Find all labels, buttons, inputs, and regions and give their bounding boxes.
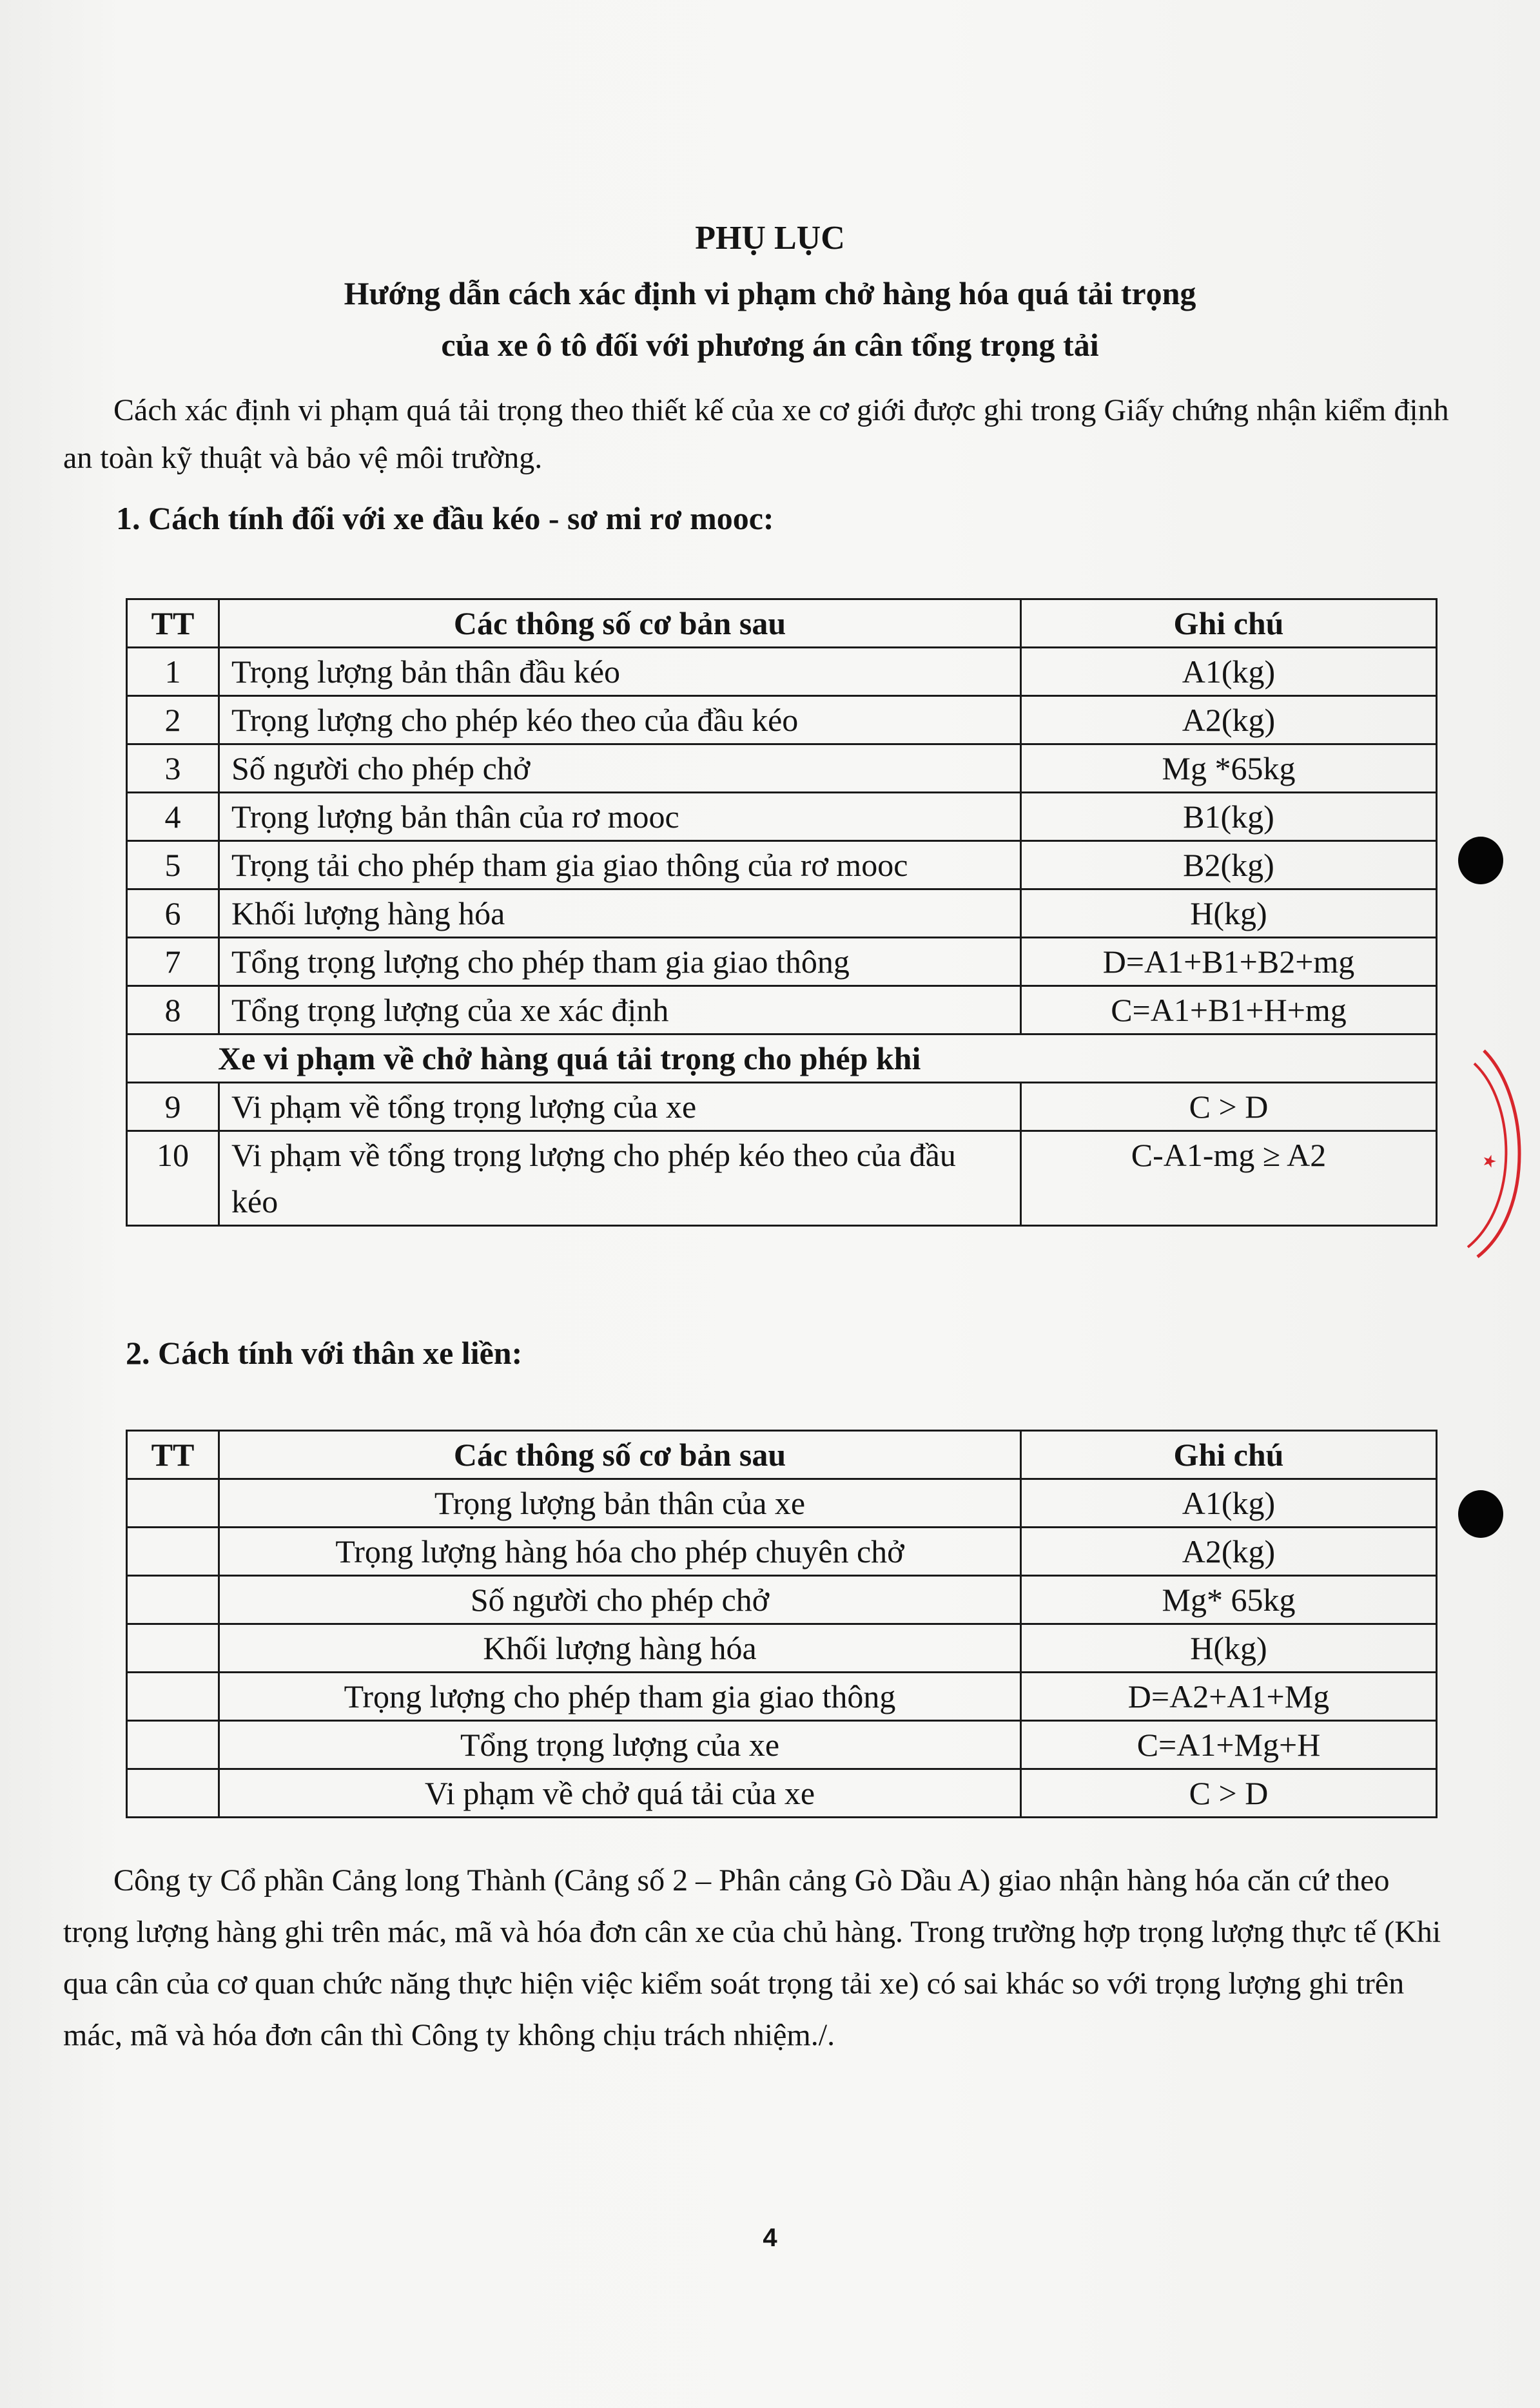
cell-tt: 8 (127, 986, 219, 1034)
cell-tt (127, 1479, 219, 1528)
cell-note: A2(kg) (1021, 696, 1437, 744)
page-number: 4 (763, 2224, 777, 2252)
cell-param: Khối lượng hàng hóa (219, 1624, 1021, 1673)
cell-note: D=A1+B1+B2+mg (1021, 938, 1437, 986)
punch-hole-top (1458, 837, 1503, 884)
header-param: Các thông số cơ bản sau (219, 1431, 1021, 1479)
violation-heading: Xe vi phạm về chở hàng quá tải trọng cho phép khi (127, 1034, 1437, 1083)
cell-tt: 7 (127, 938, 219, 986)
table-row (127, 1083, 1437, 1131)
table-row (127, 1624, 1437, 1673)
cell-tt: 4 (127, 793, 219, 841)
cell-param: Vi phạm về chở quá tải của xe (219, 1769, 1021, 1818)
table-tractor-trailer (126, 598, 1438, 1227)
cell-tt: 2 (127, 696, 219, 744)
punch-hole-bottom (1458, 1490, 1503, 1538)
cell-tt: 5 (127, 841, 219, 889)
cell-note: C=A1+Mg+H (1021, 1721, 1437, 1769)
section-1-heading: 1. Cách tính đối với xe đầu kéo - sơ mi rơ mooc: (116, 500, 774, 536)
table-row (127, 889, 1437, 938)
cell-param: Khối lượng hàng hóa (219, 889, 1021, 938)
section-2-heading: 2. Cách tính với thân xe liền: (126, 1335, 523, 1371)
cell-note: D=A2+A1+Mg (1021, 1673, 1437, 1721)
cell-param: Trọng lượng hàng hóa cho phép chuyên chở (219, 1528, 1021, 1576)
closing-paragraph: Công ty Cổ phần Cảng long Thành (Cảng số 2 – Phân cảng Gò Dầu A) giao nhận hàng hóa căn cứ theo trọng lượng hàng ghi trên mác, mã và hóa đơn cân xe của chủ hàng. Trong trường hợp trọng lượng thực tế (Khi qua cân của cơ quan chức năng thực hiện việc kiểm soát trọng tải xe) có sai khác so với trọng lượng ghi trên mác, mã và hóa đơn cân thì Công ty không chịu trách nhiệm./. (63, 1863, 1441, 2052)
table-row (127, 648, 1437, 696)
cell-param: Trọng lượng bản thân của rơ mooc (219, 793, 1021, 841)
cell-tt (127, 1769, 219, 1818)
cell-tt: 3 (127, 744, 219, 793)
table-row (127, 986, 1437, 1034)
cell-param: Số người cho phép chở (219, 744, 1021, 793)
cell-note: A2(kg) (1021, 1528, 1437, 1576)
cell-param: Trọng lượng cho phép tham gia giao thông (219, 1673, 1021, 1721)
cell-note: B2(kg) (1021, 841, 1437, 889)
cell-tt (127, 1673, 219, 1721)
table-row (127, 938, 1437, 986)
table-row (127, 1721, 1437, 1769)
cell-tt (127, 1528, 219, 1576)
table-header-row (127, 599, 1437, 648)
cell-tt: 10 (127, 1131, 219, 1226)
table-row (127, 696, 1437, 744)
table-row (127, 744, 1437, 793)
cell-tt (127, 1721, 219, 1769)
cell-note: C > D (1021, 1083, 1437, 1131)
intro-paragraph: Cách xác định vi phạm quá tải trọng theo thiết kế của xe cơ giới được ghi trong Giấy chứng nhận kiểm định an toàn kỹ thuật và bảo vệ môi trường. (63, 393, 1449, 475)
svg-text:★: ★ (1479, 1154, 1499, 1169)
cell-note: H(kg) (1021, 889, 1437, 938)
subtitle-line-1: Hướng dẫn cách xác định vi phạm chở hàng hóa quá tải trọng (344, 275, 1196, 311)
page-subtitle (0, 267, 1540, 371)
cell-param: Số người cho phép chở (219, 1576, 1021, 1624)
red-stamp-fragment (1458, 1044, 1540, 1263)
cell-note: A1(kg) (1021, 648, 1437, 696)
cell-param: Trọng lượng bản thân của xe (219, 1479, 1021, 1528)
cell-note: C=A1+B1+H+mg (1021, 986, 1437, 1034)
cell-note: B1(kg) (1021, 793, 1437, 841)
cell-note: Mg* 65kg (1021, 1576, 1437, 1624)
table-rigid-truck (126, 1430, 1438, 1818)
cell-tt (127, 1576, 219, 1624)
table-row (127, 1673, 1437, 1721)
violation-heading-row (127, 1034, 1437, 1083)
cell-param: Vi phạm về tổng trọng lượng của xe (219, 1083, 1021, 1131)
cell-param: Tổng trọng lượng của xe (219, 1721, 1021, 1769)
cell-note: Mg *65kg (1021, 744, 1437, 793)
table-row (127, 793, 1437, 841)
header-note: Ghi chú (1021, 1431, 1437, 1479)
cell-param: Tổng trọng lượng của xe xác định (219, 986, 1021, 1034)
table-row (127, 1769, 1437, 1818)
cell-tt: 9 (127, 1083, 219, 1131)
cell-note: H(kg) (1021, 1624, 1437, 1673)
header-tt: TT (127, 599, 219, 648)
table-row (127, 841, 1437, 889)
table-row (127, 1528, 1437, 1576)
cell-tt (127, 1624, 219, 1673)
table-row (127, 1131, 1437, 1226)
cell-param: Trọng lượng cho phép kéo theo của đầu kéo (219, 696, 1021, 744)
cell-note: A1(kg) (1021, 1479, 1437, 1528)
header-note: Ghi chú (1021, 599, 1437, 648)
table-row (127, 1576, 1437, 1624)
table-header-row (127, 1431, 1437, 1479)
cell-note: C > D (1021, 1769, 1437, 1818)
cell-param: Tổng trọng lượng cho phép tham gia giao thông (219, 938, 1021, 986)
cell-tt: 1 (127, 648, 219, 696)
cell-tt: 6 (127, 889, 219, 938)
subtitle-line-2: của xe ô tô đối với phương án cân tổng trọng tải (441, 327, 1099, 363)
cell-param: Trọng tải cho phép tham gia giao thông của rơ mooc (219, 841, 1021, 889)
header-tt: TT (127, 1431, 219, 1479)
cell-param: Vi phạm về tổng trọng lượng cho phép kéo theo của đầu kéo (219, 1131, 1021, 1226)
page-title: PHỤ LỤC (695, 220, 845, 257)
table-row (127, 1479, 1437, 1528)
cell-param: Trọng lượng bản thân đầu kéo (219, 648, 1021, 696)
header-param: Các thông số cơ bản sau (219, 599, 1021, 648)
cell-note: C-A1-mg ≥ A2 (1021, 1131, 1437, 1226)
